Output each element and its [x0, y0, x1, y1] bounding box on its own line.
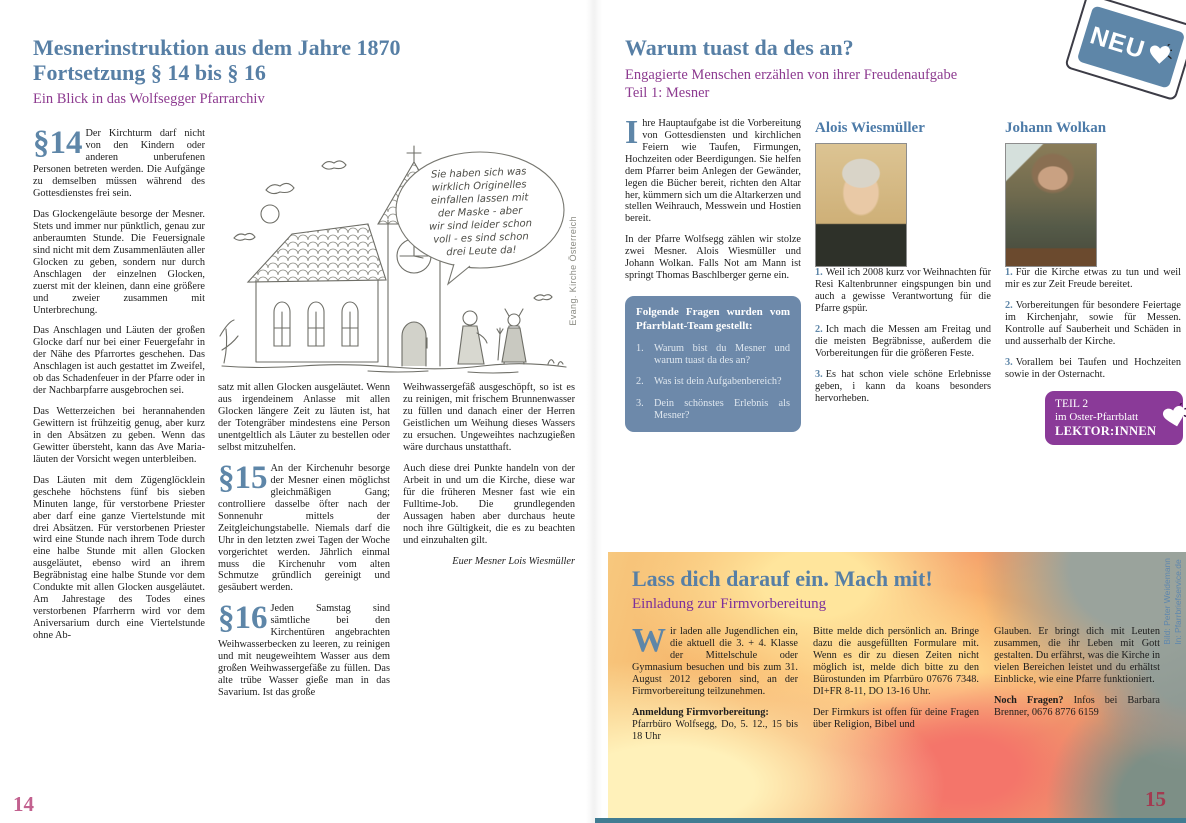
author-signature: Euer Mesner Lois Wiesmüller: [452, 555, 575, 567]
paragraph-text: hre Hauptaufgabe ist die Vorbereitung von Gottesdiensten und kirchlichen Feiern wie Taufen, Firmungen, Hochzeiten oder Beerdigungen. Sie helfen dem Pfarrer beim Anlegen der Gewänder, legen die Bücher bereit, richten den Altar her, kümmern sich um die Altarkerzen und stellen Weihrauch, Messwein und Hostien bereit.: [625, 117, 802, 225]
church-cartoon-drawing: [218, 128, 570, 378]
paragraph: Das Glockengeläute besorge der Mesner. Stets und immer nur pünktlich, genau zur anberaumten Stunde. Die Feuersignale sind nicht mit dem Zusammenläuten aller Glocken zu geben, sondern nur durch Anschlagen der einzelnen Glocken, zuerst mit der kleinen, dann eine größere und zweier zusammen mit Unterbrechung.: [33, 209, 205, 316]
paragraph-text: ir laden alle Jugendlichen ein, die aktuell die 3. + 4. Klasse der Mittelschule oder Gymnasium besuchen und bis zum 31. August 2012 geboren sind, an der Firmvorbereitung teilzunehmen.: [632, 626, 798, 697]
neu-badge-label: NEU: [1086, 20, 1149, 64]
firm-contact: [994, 695, 1160, 719]
paragraph: Auch diese drei Punkte handeln von der Arbeit in und um die Kirche, diese war für die früheren Mesner fast wie ein Fulltime-Job. Die grundlegenden Aussagen haben aber durchaus heute noch ihre Gültigkeit, die es zu beachten und einzuhalten gilt.: [403, 463, 575, 546]
left-column-2: [218, 382, 390, 707]
paragraph-s16: [218, 600, 390, 699]
paragraph: satz mit allen Glocken ausgeläutet. Wenn aus irgendeinem Anlasse mit allen Glocken längere Zeit zu läuten ist, hat der Totengräber mindestens eine Person unentgeltlich als Läuter zu bestellen oder selbst mitzuhelfen.: [218, 382, 390, 454]
left-article-subtitle: Ein Blick in das Wolfsegger Pfarrarchiv: [33, 91, 265, 108]
paragraph: Das Anschlagen und Läuten der großen Glocke darf nur bei einer Feuergefahr in der Nähe des Pfarrortes geschehen. Das Anschlagen ist auch gestattet im Zweifel, ob das Schadenfeuer in der Pfarre oder in der Nachbarpfarre ausgebrochen sei.: [33, 325, 205, 397]
answer: [1005, 300, 1181, 348]
dropcap-i: I: [625, 113, 639, 151]
firm-column-2: [813, 626, 979, 751]
questions-box: [625, 296, 801, 432]
teil2-line-3: LEKTOR:INNEN: [1055, 423, 1157, 438]
mesner-name-alois: Alois Wiesmüller: [815, 119, 925, 136]
answer: [1005, 267, 1181, 291]
neu-badge-card: [1077, 5, 1186, 89]
question-number: 3.: [636, 397, 644, 409]
credit-line-2: In: Pfarrbriefservice.de: [1173, 559, 1183, 645]
answer-number: 2.: [815, 324, 823, 336]
question-item: [636, 376, 790, 388]
paragraph: Das Wetterzeichen bei herannahenden Gewittern ist frühzeitig genug, aber kurz in den Absätzen zu geben. Wenn das Gewitter übersteht, kann das Ave Maria-läuten der Vorsicht wegen unterbleiben.: [33, 406, 205, 465]
firm-title: Lass dich darauf ein. Mach mit!: [632, 566, 933, 591]
right-page: [625, 20, 1181, 445]
right-column-intro: [625, 113, 802, 445]
section-16-mark: §16: [218, 600, 268, 637]
firm-contact-heading: Noch Fragen?: [994, 694, 1064, 706]
question-text: Dein schönstes Erlebnis als Mesner?: [654, 397, 790, 421]
teil2-line-1: TEIL 2: [1055, 397, 1089, 410]
teil2-badge: [1045, 391, 1183, 446]
church-cartoon: [218, 128, 578, 378]
paragraph-firm: [632, 622, 798, 698]
firm-registration: [632, 707, 798, 743]
paragraph: Weihwassergefäß ausgeschöpft, so ist es zu reinigen, mit frischem Brunnenwasser zu füllen und danach einer der Herren Geistlichen um Weihung dieses Wassers zu ersuchen. Ungeweihtes nachzugießen wäre durchaus unstatthaft.: [403, 382, 575, 454]
paragraph-text: Der Kirchturm darf nicht von den Kindern oder anderen unberufenen Personen betreten werden. Die Aufgänge zu demselben müssen während des Gottesdienstes frei sein.: [33, 128, 205, 200]
firm-image-credit: [1162, 558, 1183, 645]
firm-column-3: [994, 626, 1160, 751]
section-15-mark: §15: [218, 460, 268, 496]
paragraph: Glauben. Er bringt dich mit Leuten zusammen, die ihr Leben mit Gott gestalten. Du erfährst, was die Kirche in vielen Bereichen leistet und du erhältst Einblicke, wie eine Pfarre funktioniert.: [994, 626, 1160, 685]
firm-subtitle: Einladung zur Firmvorbereitung: [632, 596, 827, 612]
paragraph: Der Firmkurs ist offen für deine Fragen über Religion, Bibel und: [813, 706, 979, 730]
paragraph-s14: [33, 125, 205, 200]
teil2-badge-text: [1055, 398, 1156, 439]
bubble-line: wir sind leider schon: [428, 218, 533, 234]
page-gutter: [586, 0, 602, 823]
right-column-alois: [815, 118, 991, 445]
question-item: [636, 343, 790, 368]
paragraph: Das Läuten mit dem Zügenglöcklein geschehe höchstens fünf bis sieben Minuten lange, für verstorbene Priester aber darf eine ganze Viertelstunde mit drei Absätzen. Für verstorbenen Priester wird eine Stunde nach ihrem Tode durch eine halbe Stunde mit allen Glocken ausgeläutet, ebenso wird an ihrem Begräbnistag eine halbe Stunde vor dem Condukte mit allen Glocken ausgeläutet. Am Jahrestage des Todes eines verstorbenen Pfarrherrn wird vor dem Aniversarium durch eine Viertelstunde ohne Ab-: [33, 474, 205, 641]
left-page: [33, 35, 578, 708]
answer-text: Vorbereitungen für besondere Feiertage im Kirchenjahr, sowie für Messen. Kontrolle auf Sauberheit und Schäden in und ausserhalb der Kirche.: [1005, 300, 1181, 347]
question-number: 2.: [636, 376, 644, 388]
answer-number: 3.: [815, 368, 823, 380]
paragraph-intro: [625, 113, 802, 225]
mesner-name-johann: Johann Wolkan: [1005, 119, 1107, 136]
paragraph-s15: [218, 460, 390, 594]
question-item: [636, 398, 790, 423]
answer-text: Weil ich 2008 kurz vor Weihnachten für Resi Kaltenbrunner eingspungen bin und auch a gewisse Verantwortung für die Pfarre gspür.: [815, 267, 991, 315]
question-text: Was ist dein Aufgabenbereich?: [654, 376, 782, 388]
answer-text: Für die Kirche etwas zu tun und weil mir es zur Zeit Freude bereitet.: [1005, 267, 1181, 291]
paragraph: In der Pfarre Wolfsegg zählen wir stolze zwei Mesner. Alois Wiesmüller und Johann Wolkan. Falls Not am Mann ist springt Thomas Baschlberger gerne ein.: [625, 234, 801, 282]
answer-number: 1.: [815, 267, 823, 279]
answer: [815, 267, 991, 315]
bubble-line: Sie haben sich was: [430, 166, 527, 182]
heart-icon: [1147, 43, 1172, 68]
answer-number: 3.: [1005, 356, 1013, 368]
portrait-photo-johann: [1005, 143, 1097, 267]
firm-contact-details: Infos bei Barbara Brenner, 0676 8776 6159: [994, 694, 1160, 718]
left-column-3: [403, 382, 575, 707]
answer-text: Es hat schon viele schöne Erlebnisse geben, i kann da koans besonders hervorheben.: [815, 368, 991, 404]
subtitle-line-1: Engagierte Menschen erzählen von ihrer Freudenaufgabe: [625, 66, 958, 83]
title-line-1: Mesnerinstruktion aus dem Jahre 1870: [33, 35, 401, 60]
bubble-line: voll - es sind schon: [433, 231, 529, 247]
left-right-area: [218, 128, 578, 707]
bubble-line: der Maske - aber: [437, 205, 523, 220]
answer-number: 1.: [1005, 267, 1013, 279]
answer-number: 2.: [1005, 300, 1013, 312]
left-column-1: [33, 125, 205, 707]
bottom-divider: [595, 818, 1186, 823]
left-article-title: [33, 36, 575, 85]
paragraph-text: An der Kirchenuhr besorge der Mesner einen möglichst gleichmäßigen Gang; controlliere dasselbe öfter nach der Sonnenuhr mittels der Zeitgleichungstabelle. Niemals darf die Uhr in den letzten zwei Tagen der Woche vorgerichtet werden. Jährlich einmal muss die Kirchenuhr vom alten Schmutze gründlich gereinigt und gesäubert werden.: [218, 463, 390, 594]
page-number-15: 15: [1145, 787, 1166, 811]
credit-line-1: Bild: Peter Weidemann: [1162, 558, 1172, 645]
dropcap-w: W: [632, 622, 666, 659]
right-page-header: [625, 20, 1181, 102]
firmvorbereitung-section: [608, 552, 1186, 818]
title-line-2: Fortsetzung § 14 bis § 16: [33, 59, 266, 85]
heart-icon: [1160, 402, 1186, 434]
paragraph-text: Jeden Samstag sind sämtliche bei den Kirchentüren angebrachten Weihwasserbecken zu leeren, zu reinigen und mit neugeweihtem Wasser aus dem großen Weihwassergefäße zu füllen. Das alte trübe Wasser gieße man in das Savarium. Ist das große: [218, 603, 390, 698]
bubble-line: einfallen lassen mit: [430, 192, 529, 208]
paragraph: Bitte melde dich persönlich an. Bringe dazu die ausgefüllten Formulare mit. Wenn es dir zu diesen Zeiten nicht möglich ist, melde dich bitte zu den Bürostunden im Pfarrbüro 07676 7348. DI+FR 8-11, DO 13-16 Uhr.: [813, 626, 979, 697]
answer-text: Ich mach die Messen am Freitag und die meisten Begräbnisse, außerdem die Vorbereitungen für die größeren Feste.: [815, 324, 991, 359]
cartoon-credit: Evang. Kirche Österreich: [568, 216, 578, 327]
firm-column-1: [632, 622, 798, 751]
answer-text: Vorallem bei Taufen und Hochzeiten sowie in der Osternacht.: [1005, 356, 1181, 380]
answer: [815, 324, 991, 360]
subtitle-line-2: Teil 1: Mesner: [625, 84, 710, 101]
bubble-line: drei Leute da!: [446, 245, 517, 259]
right-column-johann: [1005, 118, 1181, 445]
section-14-mark: §14: [33, 125, 83, 162]
firm-registration-details: Pfarrbüro Wolfsegg, Do, 5. 12., 15 bis 18 Uhr: [632, 718, 798, 742]
firm-registration-heading: Anmeldung Firmvorbereitung:: [632, 706, 769, 718]
question-number: 1.: [636, 342, 644, 354]
answer: [1005, 357, 1181, 381]
questions-box-heading: Folgende Fragen wurden vom Pfarrblatt-Team gestellt:: [636, 306, 790, 332]
page-number-14: 14: [13, 792, 34, 816]
teil2-line-2: im Oster-Pfarrblatt: [1055, 411, 1139, 424]
bubble-line: wirklich Originelles: [431, 179, 527, 195]
right-article-title: Warum tuast da des an?: [625, 35, 854, 60]
portrait-photo-alois: [815, 143, 907, 267]
question-text: Warum bist du Mesner und warum tuast da des an?: [654, 342, 790, 366]
answer: [815, 369, 991, 405]
